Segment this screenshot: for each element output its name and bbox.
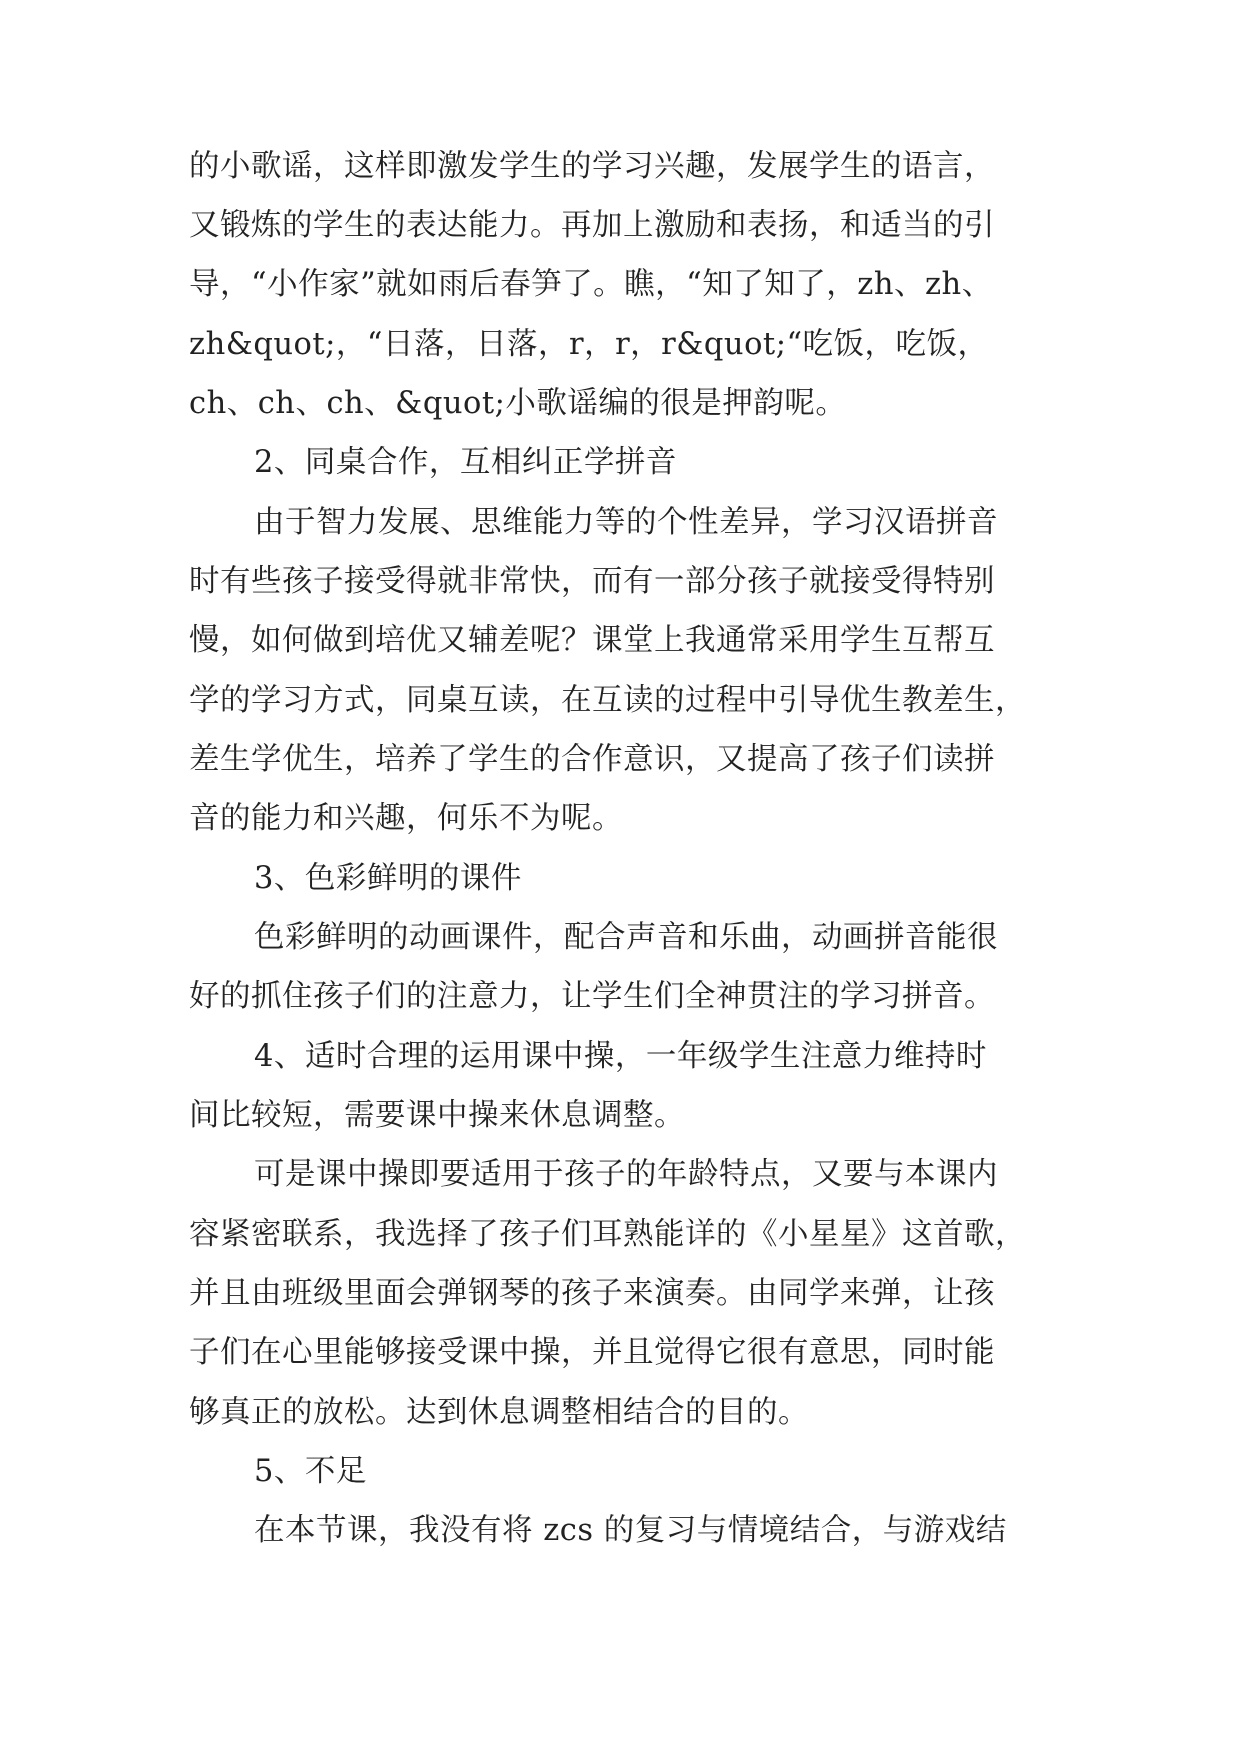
text-line-14: 色彩鲜明的动画课件，配合声音和乐曲，动画拼音能很: [254, 920, 998, 955]
section-heading-2: 2、同桌合作，互相纠正学拼音: [254, 445, 677, 480]
text-line-2: 又锻炼的学生的表达能力。再加上激励和表扬，和适当的引: [189, 208, 995, 243]
text-line-24: 在本节课，我没有将 zcs 的复习与情境结合，与游戏结: [254, 1513, 1007, 1548]
text-line-1: 的小歌谣，这样即激发学生的学习兴趣，发展学生的语言，: [189, 149, 995, 184]
text-line-10: 学的学习方式，同桌互读，在互读的过程中引导优生教差生，: [189, 683, 1026, 718]
text-line-18: 可是课中操即要适用于孩子的年龄特点，又要与本课内: [254, 1157, 998, 1192]
section-heading-3: 3、色彩鲜明的课件: [254, 861, 522, 896]
text-line-9: 慢，如何做到培优又辅差呢？课堂上我通常采用学生互帮互: [189, 623, 995, 658]
text-line-20: 并且由班级里面会弹钢琴的孩子来演奏。由同学来弹，让孩: [189, 1276, 995, 1311]
section-heading-5: 5、不足: [254, 1454, 367, 1489]
text-line-11: 差生学优生，培养了学生的合作意识，又提高了孩子们读拼: [189, 742, 995, 777]
text-line-15: 好的抓住孩子们的注意力，让学生们全神贯注的学习拼音。: [189, 979, 995, 1014]
text-line-21: 子们在心里能够接受课中操，并且觉得它很有意思，同时能: [189, 1335, 995, 1370]
text-line-22: 够真正的放松。达到休息调整相结合的目的。: [189, 1395, 809, 1430]
section-heading-4: 4、适时合理的运用课中操，一年级学生注意力维持时: [254, 1039, 987, 1074]
text-line-12: 音的能力和兴趣，何乐不为呢。: [189, 801, 623, 836]
text-line-3: 导，“小作家”就如雨后春笋了。瞧，“知了知了，zh、zh、: [189, 267, 993, 302]
text-line-19: 容紧密联系，我选择了孩子们耳熟能详的《小星星》这首歌，: [189, 1217, 1026, 1252]
text-line-5: ch、ch、ch、&quot;小歌谣编的很是押韵呢。: [189, 386, 847, 421]
text-line-7: 由于智力发展、思维能力等的个性差异，学习汉语拼音: [254, 505, 998, 540]
text-line-8: 时有些孩子接受得就非常快，而有一部分孩子就接受得特别: [189, 564, 995, 599]
text-line-17: 间比较短，需要课中操来休息调整。: [189, 1098, 685, 1133]
text-line-4: zh&quot;，“日落，日落，r，r，r&quot;“吃饭，吃饭，: [189, 327, 989, 362]
